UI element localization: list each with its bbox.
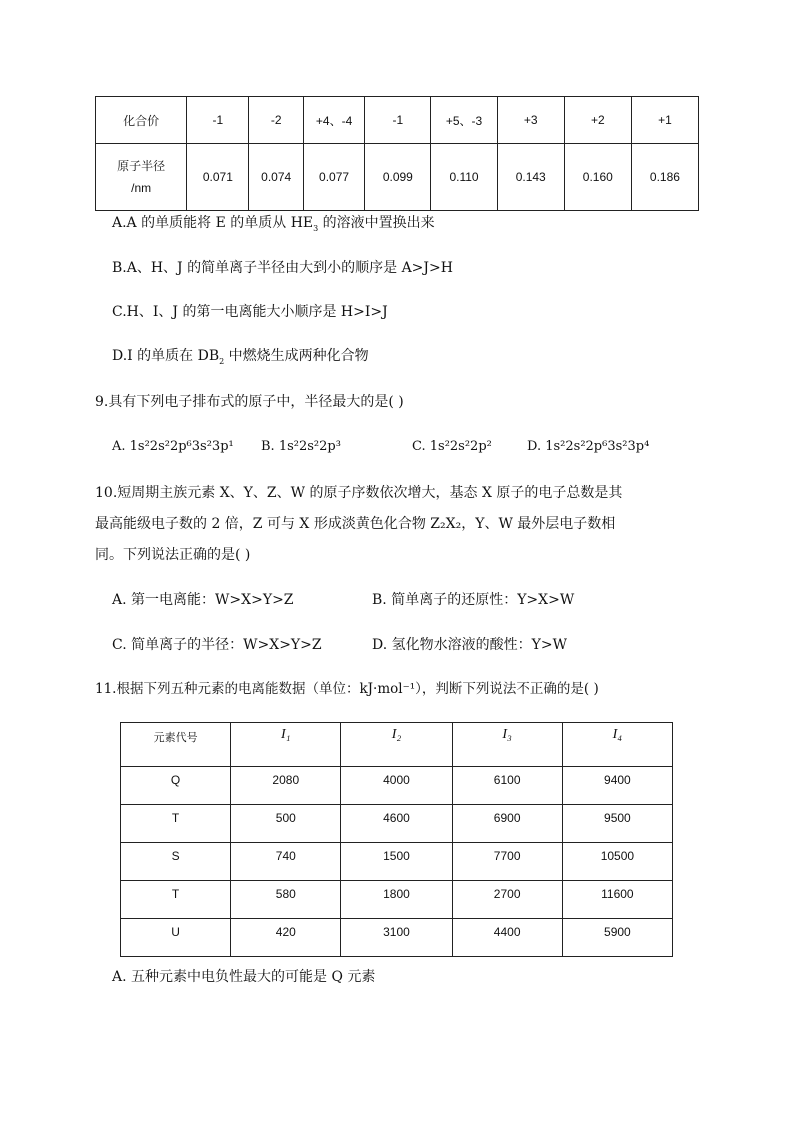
table-cell: 6100 <box>452 767 562 805</box>
q8-option-c: C.H、I、J 的第一电离能大小顺序是 H>I>J <box>112 304 388 320</box>
q9-option-a: A. 1s²2s²2p⁶3s²3p¹ <box>112 439 234 454</box>
table-cell: 580 <box>231 881 341 919</box>
table-cell: 化合价 <box>96 97 187 144</box>
table-row <box>121 805 673 843</box>
q10-option-a: A. 第一电离能：W>X>Y>Z <box>112 592 294 608</box>
valence-radius-table <box>95 96 699 211</box>
q8-option-a-text: A.A 的单质能将 E 的单质从 HE <box>112 215 314 231</box>
q8-option-d-text-end: 中燃烧生成两种化合物 <box>224 348 369 364</box>
q8-option-b: B.A、H、J 的简单离子半径由大到小的顺序是 A>J>H <box>112 260 453 276</box>
table-cell: 0.143 <box>497 144 564 211</box>
table-cell: U <box>121 919 231 957</box>
q10-stem-line1: 10.短周期主族元素 X、Y、Z、W 的原子序数依次增大，基态 X 原子的电子总数是其 <box>95 485 623 501</box>
table-cell: 420 <box>231 919 341 957</box>
q10-stem-line2: 最高能级电子数的 2 倍，Z 可与 X 形成淡黄色化合物 Z₂X₂，Y、W 最外层电子数相 <box>95 516 616 532</box>
table-row <box>96 144 699 211</box>
table-cell: 5900 <box>562 919 672 957</box>
table-cell: 4600 <box>341 805 452 843</box>
table-cell: -1 <box>365 97 431 144</box>
q8-option-d-text: D.I 的单质在 DB <box>112 348 220 364</box>
table-cell: S <box>121 843 231 881</box>
table-row <box>121 881 673 919</box>
table-cell: T <box>121 805 231 843</box>
table-cell: 2080 <box>231 767 341 805</box>
table-cell: +5、-3 <box>431 97 497 144</box>
q8-option-d-subscript: 2 <box>219 356 225 366</box>
q8-option-a-text-end: 的溶液中置换出来 <box>318 215 435 231</box>
table-cell: 0.186 <box>631 144 698 211</box>
table-cell: 9500 <box>562 805 672 843</box>
table-header-cell: I₁ <box>231 723 341 767</box>
table-header-row <box>121 723 673 767</box>
table-cell: 2700 <box>452 881 562 919</box>
q10-option-b: B. 简单离子的还原性：Y>X>W <box>372 592 575 608</box>
q11-stem: 11.根据下列五种元素的电离能数据（单位：kJ·mol⁻¹），判断下列说法不正确的是( ) <box>95 681 599 697</box>
table-cell: 10500 <box>562 843 672 881</box>
table-cell: 6900 <box>452 805 562 843</box>
table-header-cell: I₄ <box>562 723 672 767</box>
table-cell: +2 <box>564 97 631 144</box>
table-cell: +1 <box>631 97 698 144</box>
ionization-energy-table <box>120 722 673 957</box>
table-cell: 0.110 <box>431 144 497 211</box>
table-cell: 1500 <box>341 843 452 881</box>
table-cell: -1 <box>187 97 249 144</box>
radius-label-line2: /nm <box>131 181 152 195</box>
table-cell: 4000 <box>341 767 452 805</box>
q8-option-a-subscript: 3 <box>313 223 319 233</box>
table-cell: 0.074 <box>249 144 303 211</box>
q8-option-a <box>112 214 435 238</box>
table-cell: +4、-4 <box>303 97 364 144</box>
table-cell: 9400 <box>562 767 672 805</box>
table-cell: T <box>121 881 231 919</box>
table-header-cell: I₂ <box>341 723 452 767</box>
q10-option-c: C. 简单离子的半径：W>X>Y>Z <box>112 637 322 653</box>
q9-option-b: B. 1s²2s²2p³ <box>261 439 341 454</box>
table-cell: 0.071 <box>187 144 249 211</box>
q10-stem-line3: 同。下列说法正确的是( ) <box>95 547 251 563</box>
table-cell: 7700 <box>452 843 562 881</box>
q9-option-d: D. 1s²2s²2p⁶3s²3p⁴ <box>527 439 650 454</box>
q9-stem: 9.具有下列电子排布式的原子中，半径最大的是( ) <box>95 394 404 410</box>
q10-option-d: D. 氢化物水溶液的酸性：Y>W <box>372 637 567 653</box>
table-header-cell: 元素代号 <box>121 723 231 767</box>
table-header-cell: I₃ <box>452 723 562 767</box>
table-cell: 500 <box>231 805 341 843</box>
table-cell: 11600 <box>562 881 672 919</box>
table-row <box>121 767 673 805</box>
table-cell: 3100 <box>341 919 452 957</box>
table-cell: -2 <box>249 97 303 144</box>
table-row <box>96 97 699 144</box>
table-cell: 0.160 <box>564 144 631 211</box>
q9-option-c: C. 1s²2s²2p² <box>412 439 492 454</box>
q11-option-a: A. 五种元素中电负性最大的可能是 Q 元素 <box>112 969 376 985</box>
table-cell: 740 <box>231 843 341 881</box>
table-cell: 1800 <box>341 881 452 919</box>
table-cell: +3 <box>497 97 564 144</box>
table-cell: 0.077 <box>303 144 364 211</box>
table-row <box>121 843 673 881</box>
table-cell: 4400 <box>452 919 562 957</box>
table-cell: Q <box>121 767 231 805</box>
radius-label <box>96 144 187 211</box>
radius-label-line1: 原子半径 <box>117 159 166 173</box>
q8-option-d <box>112 347 369 371</box>
table-cell: 0.099 <box>365 144 431 211</box>
table-row <box>121 919 673 957</box>
